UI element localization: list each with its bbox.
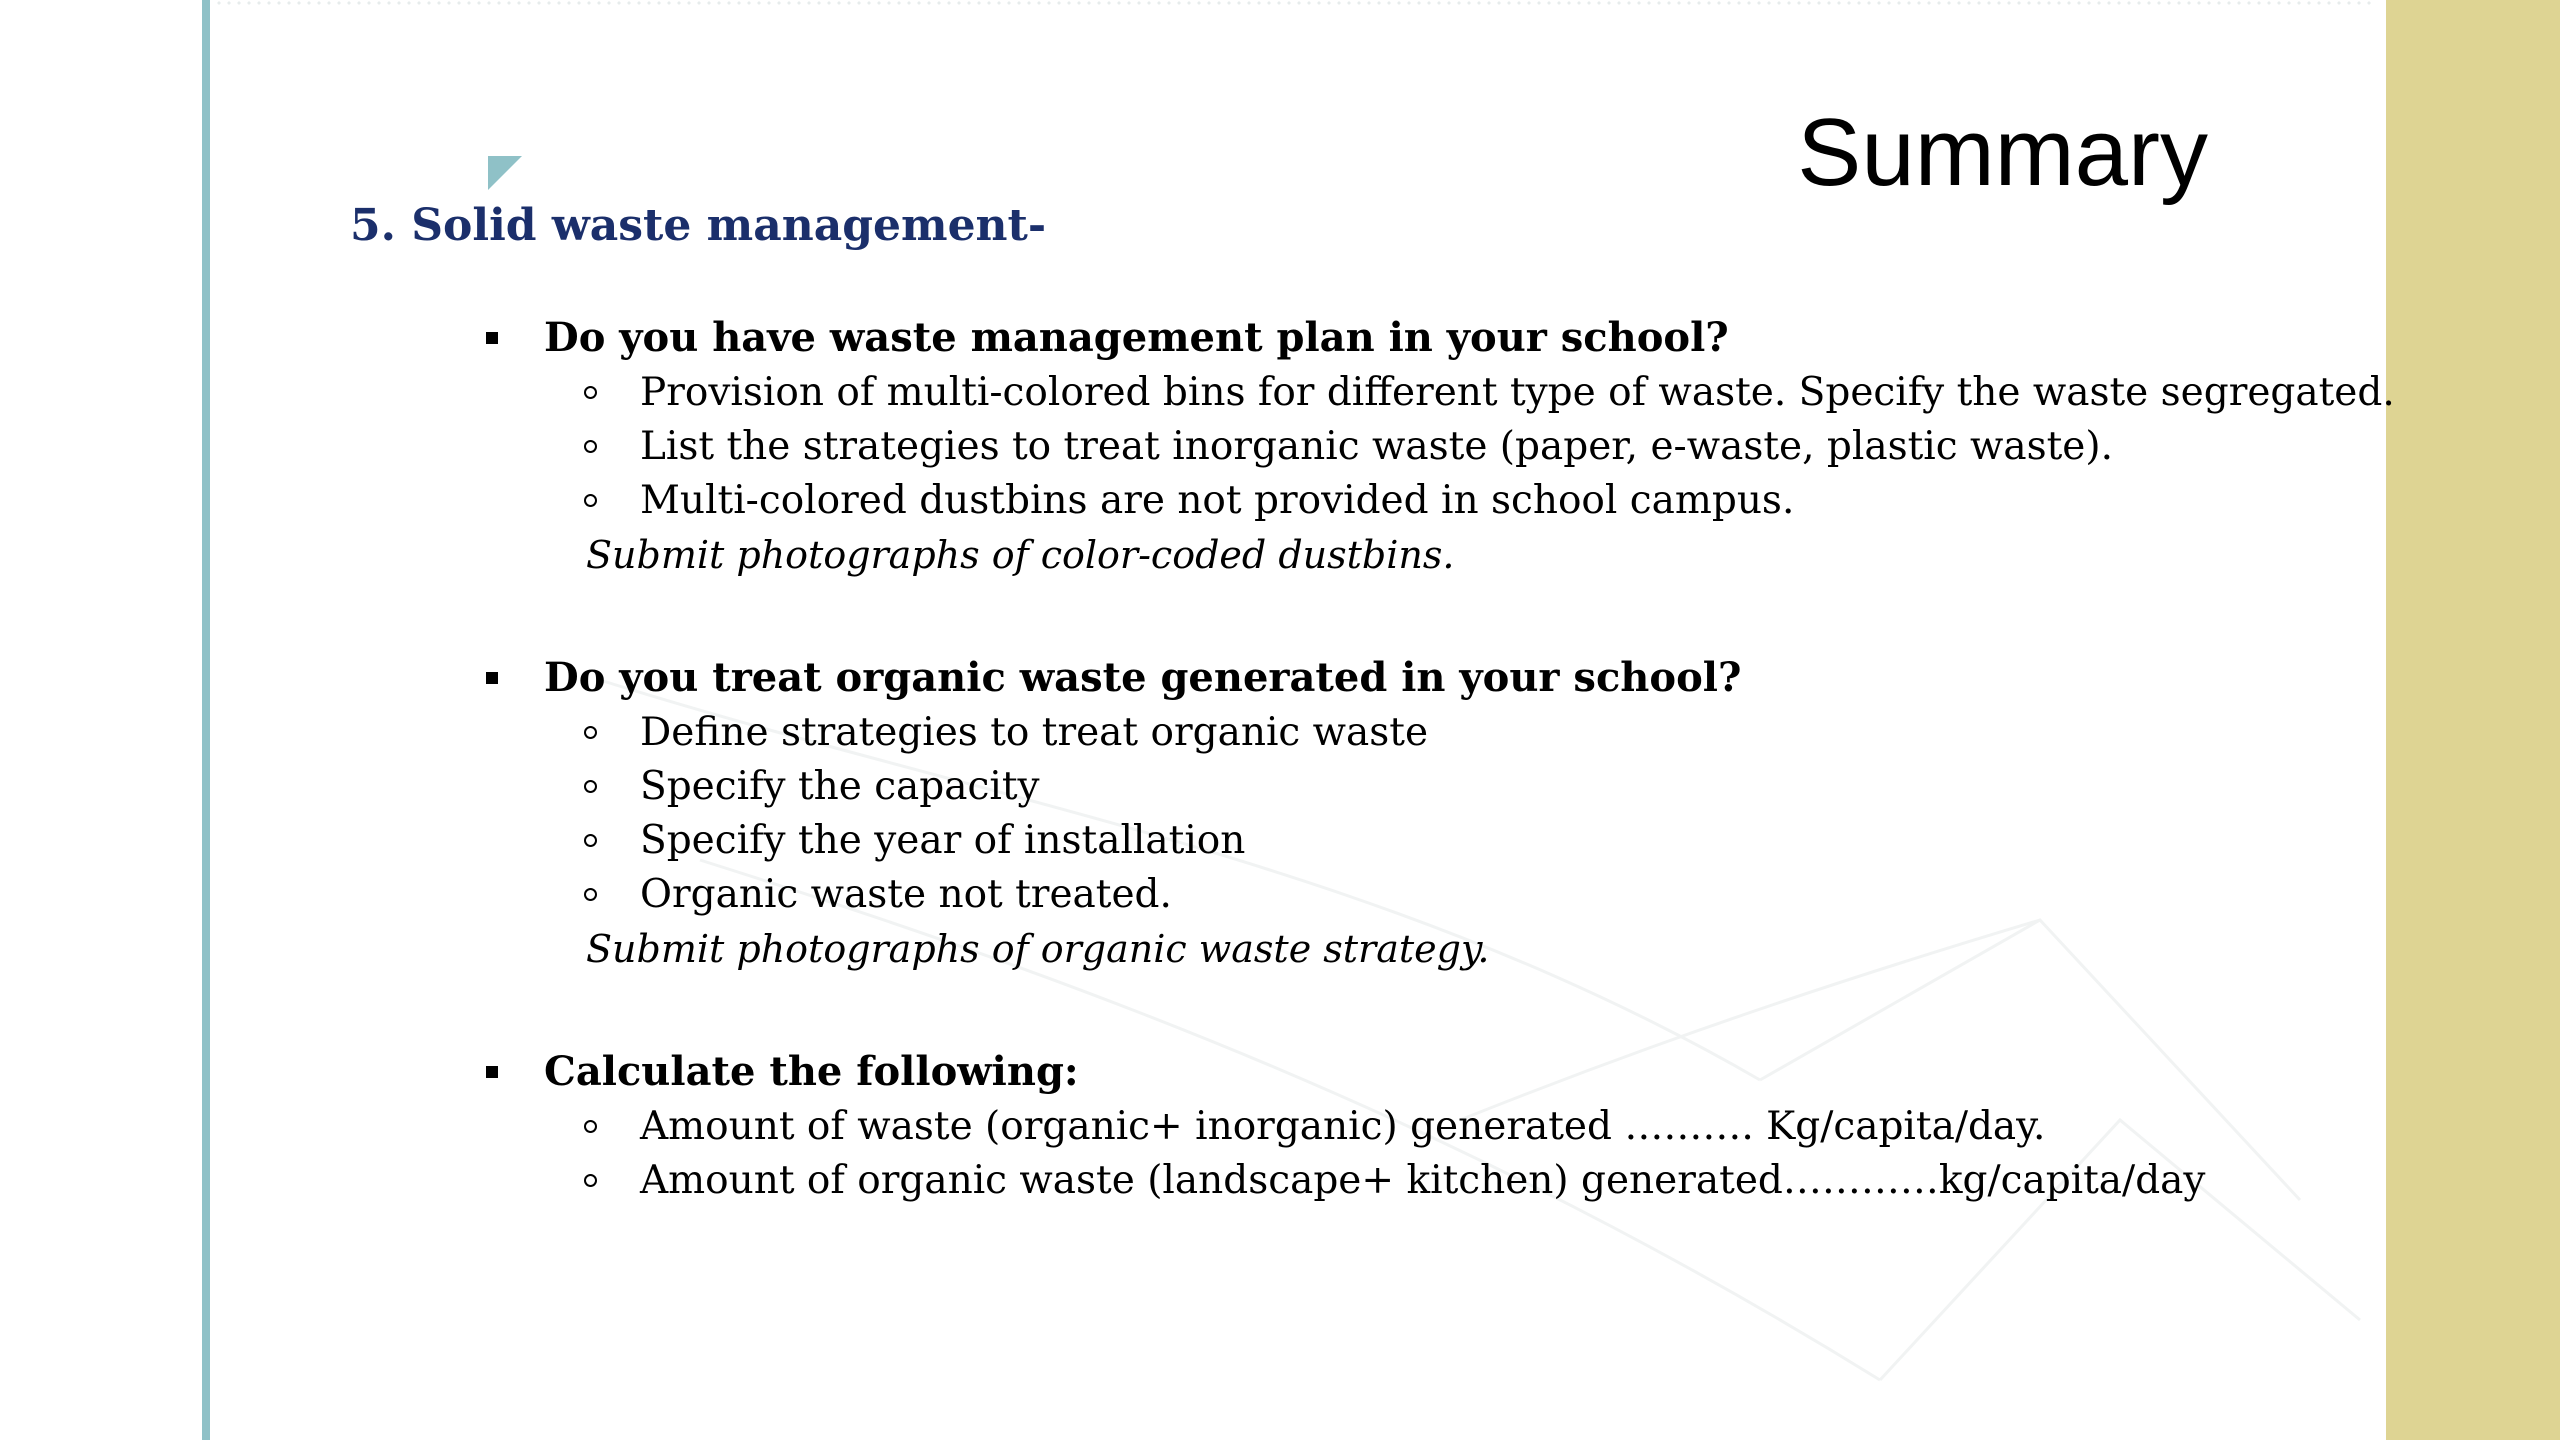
circle-bullet-icon <box>584 386 597 399</box>
list-item-text: Organic waste not treated. <box>640 872 1172 917</box>
list-item-text: Specify the year of installation <box>640 818 1246 863</box>
list-item <box>480 868 2380 922</box>
sub-item-list <box>480 366 2395 528</box>
list-item-text: Amount of organic waste (landscape+ kitchen) generated…………kg/capita/day <box>640 1158 2206 1203</box>
list-item <box>480 760 2380 814</box>
list-item-text: Define strategies to treat organic waste <box>640 710 1429 755</box>
list-item <box>480 814 2380 868</box>
square-bullet-icon <box>486 332 498 344</box>
question-text: Do you have waste management plan in your school? <box>544 314 1729 361</box>
circle-bullet-icon <box>584 440 597 453</box>
summary-content <box>480 310 2395 1276</box>
list-item-text: List the strategies to treat inorganic waste (paper, e-waste, plastic waste). <box>640 424 2113 469</box>
circle-bullet-icon <box>584 726 597 739</box>
left-accent-rule <box>202 0 210 1440</box>
circle-bullet-icon <box>584 1120 597 1133</box>
list-item-text: Provision of multi-colored bins for different type of waste. Specify the waste segregated. <box>640 370 2395 415</box>
list-item-text: Amount of waste (organic+ inorganic) generated ………. Kg/capita/day. <box>640 1104 2046 1149</box>
question-text: Calculate the following: <box>544 1048 1079 1095</box>
top-dotted-border <box>214 0 2374 6</box>
section-heading: 5. Solid waste management- <box>350 200 1047 251</box>
circle-bullet-icon <box>584 780 597 793</box>
list-item <box>480 474 2380 528</box>
circle-bullet-icon <box>584 1174 597 1187</box>
circle-bullet-icon <box>584 494 597 507</box>
sub-item-list <box>480 706 2380 922</box>
list-item <box>480 1100 2380 1154</box>
square-bullet-icon <box>486 672 498 684</box>
corner-triangle-mark <box>488 156 522 190</box>
question-block-waste-plan <box>480 310 2395 582</box>
submission-note: Submit photographs of color-coded dustbins. <box>586 533 1455 577</box>
question-block-organic-waste <box>480 650 2380 976</box>
list-item-text: Specify the capacity <box>640 764 1040 809</box>
submission-note: Submit photographs of organic waste strategy. <box>586 927 1490 971</box>
question-item <box>480 1044 2380 1100</box>
list-item <box>480 420 2380 474</box>
list-item-text: Multi-colored dustbins are not provided in school campus. <box>640 478 1795 523</box>
right-accent-band <box>2386 0 2560 1440</box>
list-item <box>480 366 2395 420</box>
list-item <box>480 1154 2380 1208</box>
square-bullet-icon <box>486 1066 498 1078</box>
question-item <box>480 650 2380 706</box>
question-text: Do you treat organic waste generated in your school? <box>544 654 1742 701</box>
sub-item-list <box>480 1100 2380 1208</box>
question-block-calculate <box>480 1044 2380 1208</box>
circle-bullet-icon <box>584 834 597 847</box>
slide-title: Summary <box>1797 99 2208 206</box>
circle-bullet-icon <box>584 888 597 901</box>
list-item <box>480 706 2380 760</box>
question-item <box>480 310 2380 366</box>
